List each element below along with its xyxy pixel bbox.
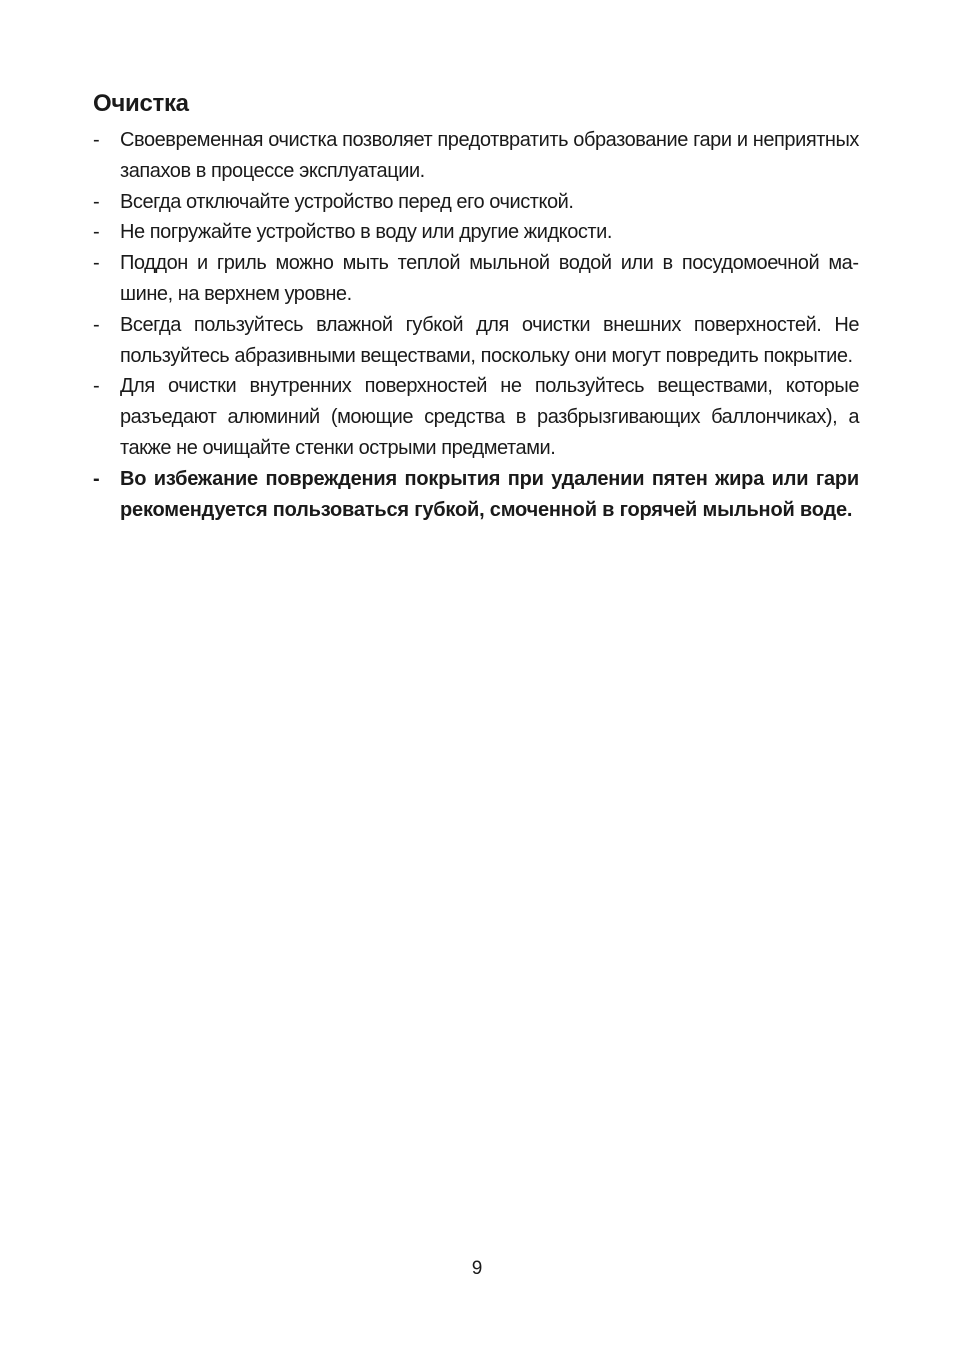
list-item [93, 187, 859, 218]
list-bullet: - [93, 467, 100, 490]
list-item [93, 248, 859, 310]
list-item-text: Не погружайте устройство в воду или другие жидкости. [120, 221, 612, 244]
page-number: 9 [471, 1258, 483, 1279]
list-bullet: - [93, 190, 100, 213]
list-bullet: - [93, 252, 100, 275]
list-bullet: - [93, 129, 100, 151]
list-item-text: Всегда отключайте устройство перед его очисткой. [120, 190, 574, 213]
list-item [93, 217, 859, 248]
section-heading: Очистка [93, 90, 189, 117]
list-item-text: Своевременная очистка позволяет предотвратить образование гари и неприятных запахов в процессе эксплуатации. [120, 129, 859, 182]
list-item-emphasized [93, 464, 859, 526]
list-item [93, 125, 859, 187]
list-item-text: Всегда пользуйтесь влажной губкой для очистки внешних поверхностей. Не пользуйтесь абразивными веществами, поскольку они могут повредить покрытие. [120, 313, 859, 367]
list-item [93, 371, 859, 463]
list-bullet: - [93, 375, 100, 398]
cleaning-instructions-list [93, 125, 859, 525]
list-item-text: Во избежание повреждения покрытия при удалении пятен жира или гари рекомендуется пользоваться губкой, смоченной в горячей мыльной воде. [120, 467, 859, 521]
list-item-text: Для очистки внутренних поверхностей не пользуйтесь веществами, которые разъедают алюминий (моющие средства в разбрызгивающих баллончиках), а также не очищайте стенки острыми предметами. [120, 375, 859, 459]
list-item [93, 310, 859, 372]
list-item-text: Поддон и гриль можно мыть теплой мыльной водой или в посудомоечной машине, на верхнем уровне. [120, 252, 859, 305]
list-bullet: - [93, 313, 100, 336]
list-bullet: - [93, 221, 100, 244]
